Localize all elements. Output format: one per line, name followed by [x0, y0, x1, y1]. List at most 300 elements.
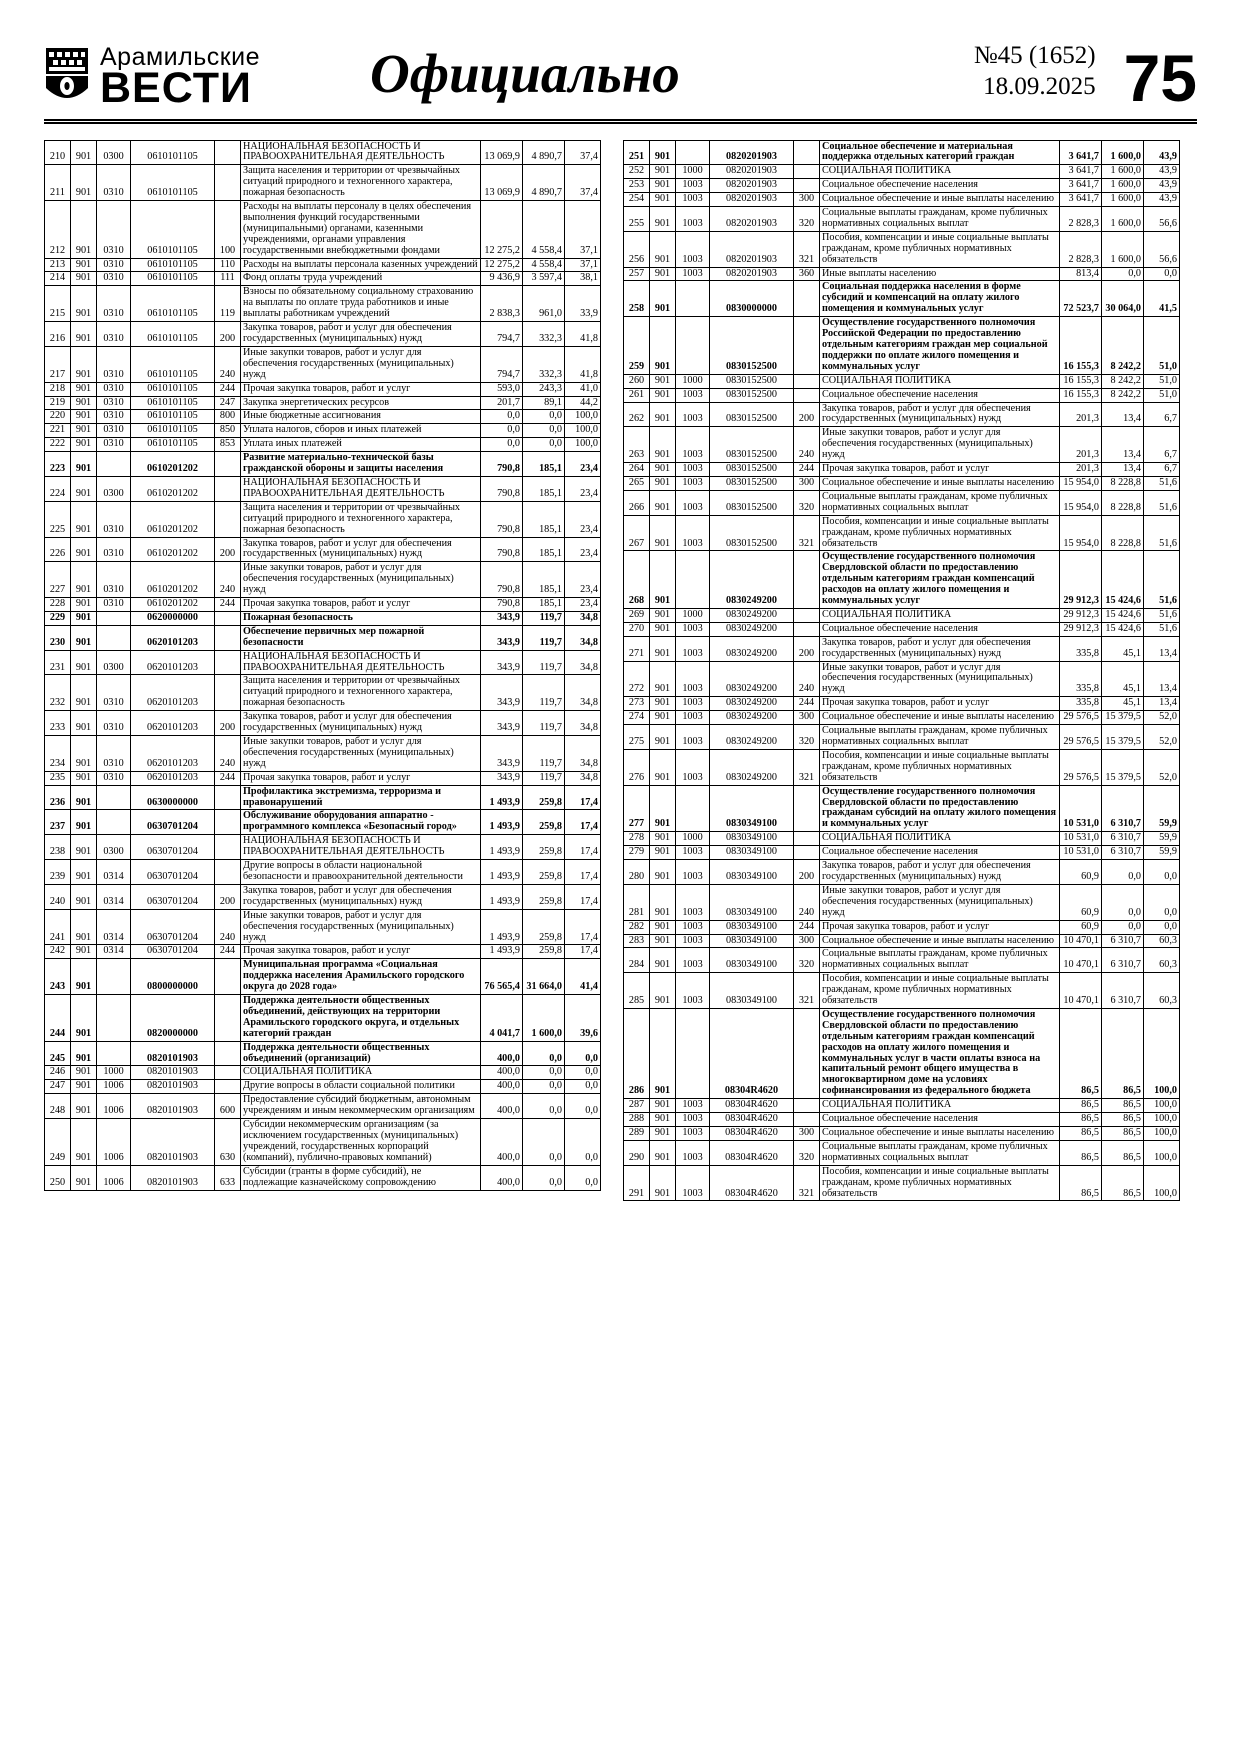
cell-fact: 45,1: [1102, 661, 1144, 697]
cell-fact: 8 242,2: [1102, 388, 1144, 402]
row-index: 238: [45, 835, 71, 860]
cell-name: Пособия, компенсации и иные социальные выплаты гражданам, кроме публичных нормативных обязательств: [820, 231, 1060, 267]
coat-of-arms-icon: [44, 46, 90, 108]
row-index: 251: [624, 140, 650, 165]
cell-chief-manager: 901: [650, 661, 676, 697]
cell-chief-manager: 901: [71, 140, 97, 165]
table-row: [624, 860, 1180, 885]
cell-expense-type: 240: [215, 562, 241, 598]
table-row: [45, 286, 601, 322]
cell-section: 1003: [676, 948, 710, 973]
cell-expense-type: 320: [794, 725, 820, 750]
row-index: 222: [45, 438, 71, 452]
cell-percent: 56,6: [1144, 231, 1180, 267]
cell-fact: 1 600,0: [1102, 231, 1144, 267]
cell-target-code: 0830152500: [710, 317, 794, 375]
cell-section: 0310: [97, 771, 131, 785]
table-row: [45, 562, 601, 598]
cell-percent: 43,9: [1144, 140, 1180, 165]
cell-fact: 259,8: [523, 785, 565, 810]
cell-section: 1003: [676, 622, 710, 636]
cell-expense-type: [794, 832, 820, 846]
table-row: [624, 1140, 1180, 1165]
cell-target-code: 0630000000: [131, 785, 215, 810]
cell-section: 0300: [97, 476, 131, 501]
cell-chief-manager: 901: [650, 388, 676, 402]
table-row: [45, 1119, 601, 1166]
row-index: 254: [624, 193, 650, 207]
cell-target-code: 0830152500: [710, 374, 794, 388]
cell-section: 0310: [97, 346, 131, 382]
cell-chief-manager: 901: [650, 846, 676, 860]
cell-fact: 15 379,5: [1102, 711, 1144, 725]
cell-percent: 100,0: [565, 410, 601, 424]
cell-chief-manager: 901: [71, 165, 97, 201]
cell-name: Осуществление государственного полномочия Свердловской области по предоставлению гражданам субсидий на оплату жилого помещения и коммунальных услуг: [820, 785, 1060, 832]
cell-fact: 0,0: [523, 1119, 565, 1166]
table-row: [624, 948, 1180, 973]
cell-name: Социальная поддержка населения в форме субсидий и компенсаций на оплату жилого помещения и коммунальных услуг: [820, 281, 1060, 317]
cell-name: Поддержка деятельности общественных объединений, действующих на территории Арамильского городского округа, и отдельных категорий граждан: [241, 995, 481, 1042]
table-row: [624, 388, 1180, 402]
cell-plan: 400,0: [481, 1119, 523, 1166]
row-index: 212: [45, 201, 71, 259]
cell-chief-manager: 901: [71, 995, 97, 1042]
cell-percent: 34,8: [565, 625, 601, 650]
cell-chief-manager: 901: [650, 207, 676, 232]
cell-name: Иные выплаты населению: [820, 267, 1060, 281]
cell-fact: 119,7: [523, 611, 565, 625]
cell-plan: 10 531,0: [1060, 846, 1102, 860]
cell-target-code: 0830349100: [710, 832, 794, 846]
cell-section: 0310: [97, 537, 131, 562]
cell-chief-manager: 901: [71, 410, 97, 424]
table-row: [45, 201, 601, 259]
row-index: 229: [45, 611, 71, 625]
cell-plan: 86,5: [1060, 1140, 1102, 1165]
row-index: 211: [45, 165, 71, 201]
cell-fact: 259,8: [523, 945, 565, 959]
table-row: [624, 846, 1180, 860]
logo-line2: ВЕСТИ: [100, 63, 252, 112]
cell-fact: 86,5: [1102, 1127, 1144, 1141]
cell-percent: 100,0: [565, 424, 601, 438]
cell-percent: 100,0: [1144, 1127, 1180, 1141]
cell-chief-manager: 901: [71, 346, 97, 382]
row-index: 223: [45, 452, 71, 477]
cell-target-code: 0620101203: [131, 711, 215, 736]
cell-fact: 185,1: [523, 598, 565, 612]
cell-section: 1003: [676, 231, 710, 267]
cell-plan: 10 531,0: [1060, 832, 1102, 846]
table-row: [624, 697, 1180, 711]
cell-percent: 41,8: [565, 322, 601, 347]
cell-target-code: 0830152500: [710, 476, 794, 490]
cell-target-code: 0830249200: [710, 749, 794, 785]
cell-plan: 3 641,7: [1060, 140, 1102, 165]
row-index: 272: [624, 661, 650, 697]
cell-chief-manager: 901: [71, 835, 97, 860]
cell-fact: 15 379,5: [1102, 749, 1144, 785]
cell-percent: 23,4: [565, 598, 601, 612]
row-index: 286: [624, 1008, 650, 1098]
cell-percent: 60,3: [1144, 948, 1180, 973]
cell-section: 1000: [97, 1066, 131, 1080]
cell-percent: 13,4: [1144, 697, 1180, 711]
cell-plan: 15 954,0: [1060, 490, 1102, 515]
cell-name: СОЦИАЛЬНАЯ ПОЛИТИКА: [241, 1066, 481, 1080]
cell-expense-type: [215, 625, 241, 650]
table-row: [624, 1165, 1180, 1201]
cell-percent: 23,4: [565, 452, 601, 477]
cell-section: 0314: [97, 884, 131, 909]
cell-chief-manager: 901: [71, 1119, 97, 1166]
cell-target-code: 0610201202: [131, 476, 215, 501]
cell-fact: 86,5: [1102, 1099, 1144, 1113]
cell-plan: 400,0: [481, 1094, 523, 1119]
issue-info: [974, 40, 1110, 109]
cell-percent: 23,4: [565, 537, 601, 562]
cell-expense-type: 244: [215, 598, 241, 612]
cell-fact: 185,1: [523, 476, 565, 501]
cell-percent: 17,4: [565, 785, 601, 810]
cell-section: 1003: [676, 463, 710, 477]
cell-percent: 37,1: [565, 258, 601, 272]
cell-chief-manager: 901: [650, 515, 676, 551]
cell-chief-manager: 901: [650, 402, 676, 427]
row-index: 260: [624, 374, 650, 388]
cell-section: 1003: [676, 973, 710, 1009]
row-index: 221: [45, 424, 71, 438]
row-index: 256: [624, 231, 650, 267]
cell-fact: 45,1: [1102, 697, 1144, 711]
cell-name: Фонд оплаты труда учреждений: [241, 272, 481, 286]
cell-name: Социальное обеспечение и иные выплаты населению: [820, 1127, 1060, 1141]
cell-target-code: 0830249200: [710, 661, 794, 697]
cell-percent: 38,1: [565, 272, 601, 286]
cell-fact: 6 310,7: [1102, 934, 1144, 948]
table-row: [45, 785, 601, 810]
cell-plan: 400,0: [481, 1066, 523, 1080]
cell-expense-type: 240: [794, 427, 820, 463]
cell-target-code: 0630701204: [131, 860, 215, 885]
cell-section: 0310: [97, 396, 131, 410]
row-index: 264: [624, 463, 650, 477]
cell-section: 1003: [676, 749, 710, 785]
cell-target-code: 0820101903: [131, 1041, 215, 1066]
cell-name: СОЦИАЛЬНАЯ ПОЛИТИКА: [820, 832, 1060, 846]
row-index: 247: [45, 1080, 71, 1094]
cell-target-code: 0610101105: [131, 286, 215, 322]
cell-expense-type: 320: [794, 490, 820, 515]
table-row: [45, 322, 601, 347]
cell-section: [97, 785, 131, 810]
cell-section: 1003: [676, 476, 710, 490]
table-row: [45, 537, 601, 562]
cell-section: 0310: [97, 598, 131, 612]
cell-expense-type: [794, 1113, 820, 1127]
cell-fact: 6 310,7: [1102, 785, 1144, 832]
cell-fact: 1 600,0: [1102, 193, 1144, 207]
right-column: [623, 140, 1180, 1202]
cell-chief-manager: 901: [71, 785, 97, 810]
cell-section: 0310: [97, 165, 131, 201]
cell-expense-type: [794, 179, 820, 193]
cell-expense-type: 200: [215, 322, 241, 347]
row-index: 226: [45, 537, 71, 562]
cell-name: Обслуживание оборудования аппаратно - программного комплекса «Безопасный город»: [241, 810, 481, 835]
row-index: 241: [45, 909, 71, 945]
cell-percent: 59,9: [1144, 846, 1180, 860]
cell-name: Иные бюджетные ассигнования: [241, 410, 481, 424]
cell-target-code: 0820101903: [131, 1165, 215, 1190]
cell-chief-manager: 901: [71, 1080, 97, 1094]
cell-plan: 10 470,1: [1060, 973, 1102, 1009]
cell-name: Иные закупки товаров, работ и услуг для обеспечения государственных (муниципальных) нужд: [241, 736, 481, 772]
row-index: 271: [624, 636, 650, 661]
cell-percent: 44,2: [565, 396, 601, 410]
cell-fact: 13,4: [1102, 427, 1144, 463]
cell-fact: 119,7: [523, 771, 565, 785]
table-row: [624, 636, 1180, 661]
cell-target-code: 0610101105: [131, 201, 215, 259]
cell-chief-manager: 901: [71, 598, 97, 612]
cell-percent: 34,8: [565, 711, 601, 736]
row-index: 248: [45, 1094, 71, 1119]
cell-plan: 790,8: [481, 476, 523, 501]
cell-plan: 3 641,7: [1060, 193, 1102, 207]
cell-expense-type: [215, 501, 241, 537]
table-row: [45, 424, 601, 438]
page-number: 75: [1123, 41, 1197, 116]
cell-chief-manager: 901: [71, 771, 97, 785]
cell-chief-manager: 901: [650, 920, 676, 934]
cell-target-code: 0610101105: [131, 258, 215, 272]
cell-expense-type: 244: [794, 697, 820, 711]
cell-percent: 23,4: [565, 562, 601, 598]
cell-fact: 332,3: [523, 322, 565, 347]
table-row: [45, 995, 601, 1042]
cell-percent: 51,6: [1144, 608, 1180, 622]
cell-name: Обеспечение первичных мер пожарной безопасности: [241, 625, 481, 650]
row-index: 236: [45, 785, 71, 810]
table-row: [624, 725, 1180, 750]
cell-plan: 3 641,7: [1060, 179, 1102, 193]
cell-chief-manager: 901: [71, 1165, 97, 1190]
cell-section: 0310: [97, 424, 131, 438]
row-index: 230: [45, 625, 71, 650]
table-row: [45, 1165, 601, 1190]
cell-name: Профилактика экстремизма, терроризма и правонарушений: [241, 785, 481, 810]
cell-chief-manager: 901: [650, 193, 676, 207]
cell-percent: 17,4: [565, 909, 601, 945]
cell-plan: 2 838,3: [481, 286, 523, 322]
cell-expense-type: 320: [794, 207, 820, 232]
cell-section: 1003: [676, 1140, 710, 1165]
cell-fact: 1 600,0: [1102, 140, 1144, 165]
cell-fact: 185,1: [523, 501, 565, 537]
row-index: 227: [45, 562, 71, 598]
cell-target-code: 08304R4620: [710, 1099, 794, 1113]
row-index: 257: [624, 267, 650, 281]
cell-chief-manager: 901: [71, 537, 97, 562]
table-row: [624, 749, 1180, 785]
table-row: [45, 272, 601, 286]
cell-section: 1003: [676, 1113, 710, 1127]
cell-percent: 17,4: [565, 884, 601, 909]
cell-name: Прочая закупка товаров, работ и услуг: [241, 945, 481, 959]
cell-percent: 23,4: [565, 501, 601, 537]
cell-plan: 86,5: [1060, 1113, 1102, 1127]
cell-section: 0300: [97, 835, 131, 860]
cell-percent: 51,0: [1144, 374, 1180, 388]
cell-target-code: 0800000000: [131, 959, 215, 995]
cell-percent: 100,0: [1144, 1008, 1180, 1098]
cell-section: 1003: [676, 193, 710, 207]
row-index: 255: [624, 207, 650, 232]
cell-chief-manager: 901: [650, 725, 676, 750]
content-columns: [44, 140, 1197, 1202]
cell-expense-type: 300: [794, 476, 820, 490]
cell-expense-type: 244: [215, 945, 241, 959]
row-index: 210: [45, 140, 71, 165]
table-row: [45, 675, 601, 711]
cell-percent: 41,4: [565, 959, 601, 995]
cell-expense-type: 100: [215, 201, 241, 259]
table-row: [624, 427, 1180, 463]
cell-fact: 1 600,0: [523, 995, 565, 1042]
cell-name: Пожарная безопасность: [241, 611, 481, 625]
cell-expense-type: 240: [794, 884, 820, 920]
cell-expense-type: [794, 317, 820, 375]
cell-expense-type: 240: [215, 736, 241, 772]
cell-fact: 15 424,6: [1102, 622, 1144, 636]
cell-percent: 43,9: [1144, 193, 1180, 207]
table-row: [45, 140, 601, 165]
cell-plan: 29 576,5: [1060, 725, 1102, 750]
cell-plan: 2 828,3: [1060, 207, 1102, 232]
row-index: 277: [624, 785, 650, 832]
cell-percent: 0,0: [565, 1080, 601, 1094]
cell-expense-type: [215, 835, 241, 860]
cell-expense-type: 240: [215, 909, 241, 945]
table-row: [45, 1066, 601, 1080]
cell-name: Социальные выплаты гражданам, кроме публичных нормативных социальных выплат: [820, 948, 1060, 973]
cell-fact: 0,0: [1102, 267, 1144, 281]
cell-target-code: 08304R4620: [710, 1008, 794, 1098]
cell-plan: 29 912,3: [1060, 608, 1102, 622]
row-index: 215: [45, 286, 71, 322]
page-title: Официально: [370, 42, 680, 104]
cell-expense-type: 240: [794, 661, 820, 697]
row-index: 234: [45, 736, 71, 772]
cell-chief-manager: 901: [71, 945, 97, 959]
row-index: 282: [624, 920, 650, 934]
cell-chief-manager: 901: [650, 179, 676, 193]
cell-name: СОЦИАЛЬНАЯ ПОЛИТИКА: [820, 1099, 1060, 1113]
cell-name: Социальное обеспечение населения: [820, 179, 1060, 193]
masthead: [44, 0, 1197, 115]
table-row: [624, 1127, 1180, 1141]
cell-name: Субсидии (гранты в форме субсидий), не подлежащие казначейскому сопровождению: [241, 1165, 481, 1190]
cell-percent: 51,0: [1144, 388, 1180, 402]
cell-fact: 6 310,7: [1102, 973, 1144, 1009]
cell-chief-manager: 901: [71, 625, 97, 650]
cell-percent: 37,4: [565, 140, 601, 165]
table-row: [624, 1113, 1180, 1127]
cell-expense-type: [794, 281, 820, 317]
cell-expense-type: 633: [215, 1165, 241, 1190]
cell-fact: 15 424,6: [1102, 551, 1144, 609]
budget-table-right: [623, 140, 1180, 1202]
table-row: [45, 884, 601, 909]
cell-section: 0310: [97, 438, 131, 452]
cell-expense-type: [215, 810, 241, 835]
cell-section: 1006: [97, 1080, 131, 1094]
row-index: 263: [624, 427, 650, 463]
cell-fact: 961,0: [523, 286, 565, 322]
cell-target-code: 0830249200: [710, 711, 794, 725]
cell-fact: 30 064,0: [1102, 281, 1144, 317]
cell-name: Закупка товаров, работ и услуг для обеспечения государственных (муниципальных) нужд: [820, 860, 1060, 885]
row-index: 225: [45, 501, 71, 537]
cell-section: 1003: [676, 661, 710, 697]
cell-percent: 17,4: [565, 835, 601, 860]
cell-name: Социальные выплаты гражданам, кроме публичных нормативных социальных выплат: [820, 1140, 1060, 1165]
cell-section: 1006: [97, 1094, 131, 1119]
cell-plan: 9 436,9: [481, 272, 523, 286]
cell-target-code: 0610201202: [131, 598, 215, 612]
cell-fact: 119,7: [523, 675, 565, 711]
cell-chief-manager: 901: [71, 1094, 97, 1119]
cell-fact: 8 228,8: [1102, 476, 1144, 490]
row-index: 261: [624, 388, 650, 402]
table-row: [624, 934, 1180, 948]
cell-name: Иные закупки товаров, работ и услуг для обеспечения государственных (муниципальных) нужд: [241, 346, 481, 382]
cell-plan: 593,0: [481, 382, 523, 396]
cell-plan: 343,9: [481, 625, 523, 650]
cell-target-code: 08304R4620: [710, 1165, 794, 1201]
cell-name: Закупка товаров, работ и услуг для обеспечения государственных (муниципальных) нужд: [820, 402, 1060, 427]
cell-name: Иные закупки товаров, работ и услуг для обеспечения государственных (муниципальных) нужд: [241, 909, 481, 945]
row-index: 285: [624, 973, 650, 1009]
cell-fact: 3 597,4: [523, 272, 565, 286]
cell-target-code: 0620101203: [131, 650, 215, 675]
row-index: 235: [45, 771, 71, 785]
cell-percent: 0,0: [565, 1041, 601, 1066]
cell-fact: 0,0: [523, 438, 565, 452]
cell-plan: 0,0: [481, 410, 523, 424]
cell-section: [97, 625, 131, 650]
cell-section: [97, 452, 131, 477]
cell-expense-type: [794, 1008, 820, 1098]
cell-chief-manager: 901: [650, 948, 676, 973]
cell-target-code: 0630701204: [131, 884, 215, 909]
cell-section: 1006: [97, 1119, 131, 1166]
cell-target-code: 0820000000: [131, 995, 215, 1042]
cell-target-code: 08304R4620: [710, 1127, 794, 1141]
cell-chief-manager: 901: [650, 832, 676, 846]
cell-percent: 6,7: [1144, 427, 1180, 463]
table-row: [624, 622, 1180, 636]
table-row: [45, 476, 601, 501]
cell-chief-manager: 901: [650, 973, 676, 1009]
cell-section: 1003: [676, 934, 710, 948]
cell-plan: 60,9: [1060, 860, 1102, 885]
issue-date: 18.09.2025: [983, 73, 1096, 101]
table-row: [624, 374, 1180, 388]
cell-target-code: 0610101105: [131, 322, 215, 347]
